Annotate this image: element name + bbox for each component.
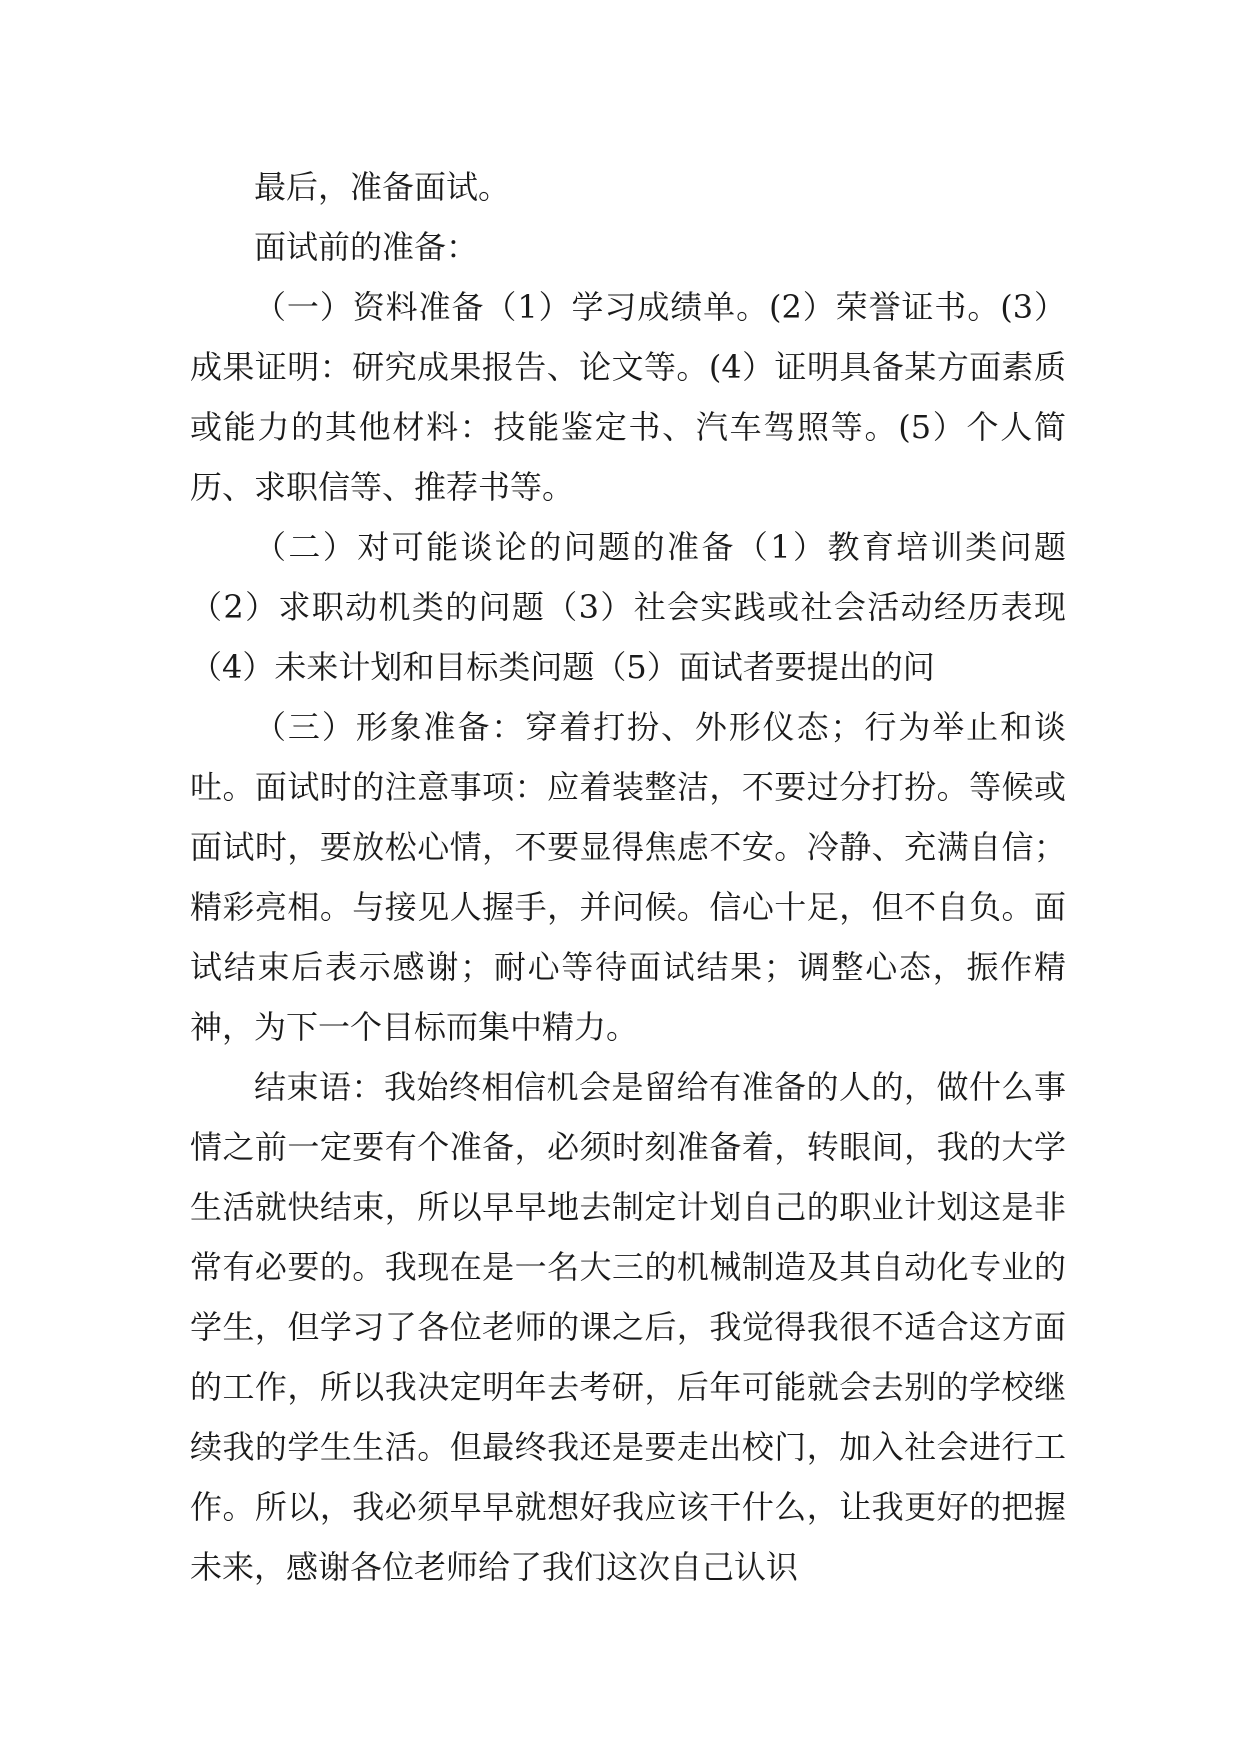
paragraph-question-prep: （二）对可能谈论的问题的准备（1）教育培训类问题（2）求职动机类的问题（3）社会实践或社会活动经历表现（4）未来计划和目标类问题（5）面试者要提出的问: [190, 528, 1066, 686]
paragraph-final-step: 最后，准备面试。: [254, 168, 511, 206]
paragraph-conclusion: 结束语：我始终相信机会是留给有准备的人的，做什么事情之前一定要有个准备，必须时刻准备着，转眼间，我的大学生活就快结束，所以早早地去制定计划自己的职业计划这是非常有必要的。我现在是一名大三的机械制造及其自动化专业的学生，但学习了各位老师的课之后，我觉得我很不适合这方面的工作，所以我决定明年去考研，后年可能就会去别的学校继续我的学生生活。但最终我还是要走出校门，加入社会进行工作。所以，我必须早早就想好我应该干什么，让我更好的把握未来，感谢各位老师给了我们这次自己认识: [190, 1068, 1066, 1586]
paragraph-interview-prep-heading: 面试前的准备：: [254, 228, 479, 266]
paragraph-materials-prep: （一）资料准备（1）学习成绩单。(2）荣誉证书。(3）成果证明：研究成果报告、论文等。(4）证明具备某方面素质或能力的其他材料：技能鉴定书、汽车驾照等。(5）个人简历、求职信等、推荐书等。: [190, 288, 1066, 506]
paragraph-image-prep: （三）形象准备：穿着打扮、外形仪态；行为举止和谈吐。面试时的注意事项：应着装整洁，不要过分打扮。等候或面试时，要放松心情，不要显得焦虑不安。冷静、充满自信；精彩亮相。与接见人握手，并问候。信心十足，但不自负。面试结束后表示感谢；耐心等待面试结果；调整心态，振作精神，为下一个目标而集中精力。: [190, 708, 1066, 1046]
body-text: [190, 157, 1066, 1597]
